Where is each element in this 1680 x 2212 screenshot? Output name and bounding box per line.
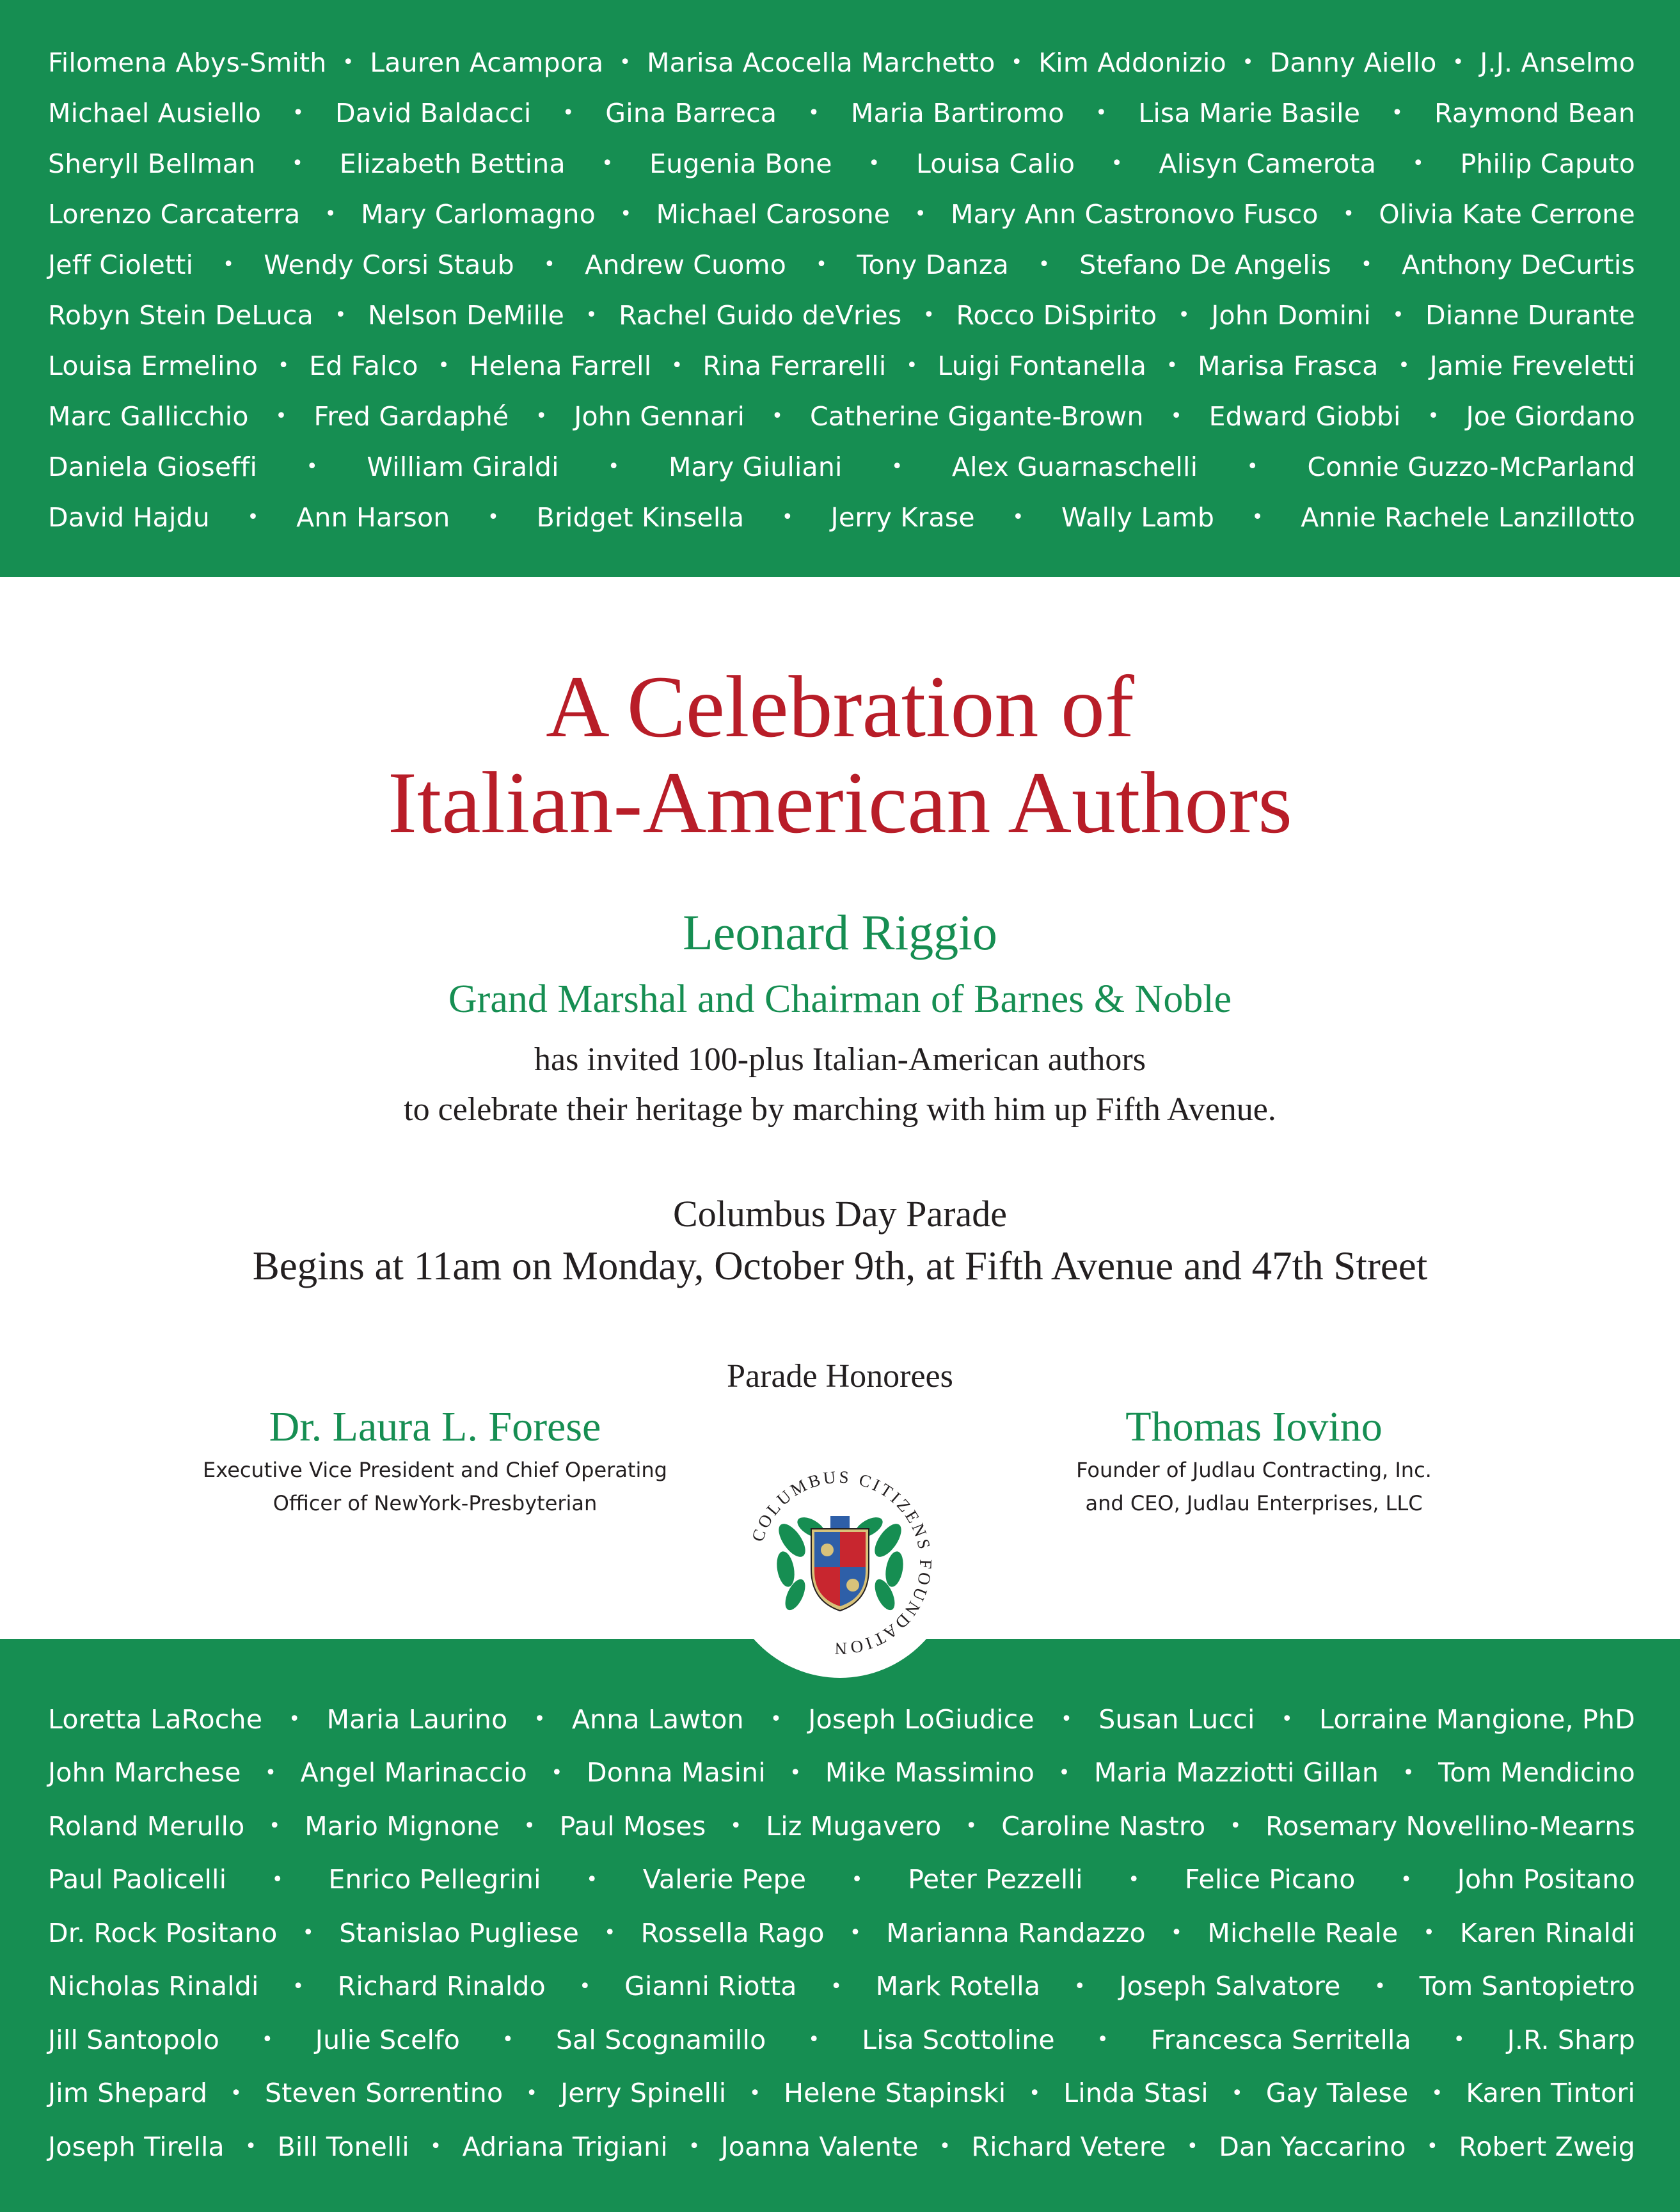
- author-name: Enrico Pellegrini: [328, 1864, 541, 1895]
- author-name: Paul Paolicelli: [48, 1864, 227, 1895]
- author-row: [48, 1960, 1635, 2014]
- bullet-separator: •: [1231, 2082, 1243, 2105]
- author-name: Richard Rinaldo: [337, 1971, 546, 2002]
- author-name: Nelson DeMille: [367, 299, 565, 331]
- author-name: Dan Yaccarino: [1219, 2131, 1406, 2162]
- author-row: [48, 1799, 1635, 1853]
- author-name: Maria Laurino: [326, 1703, 508, 1735]
- bullet-separator: •: [868, 152, 880, 175]
- author-row: [48, 391, 1635, 441]
- author-name: Joe Giordano: [1466, 400, 1635, 432]
- bullet-separator: •: [608, 455, 620, 478]
- author-row: [48, 1853, 1635, 1907]
- author-row: [48, 37, 1635, 88]
- author-name: Bill Tonelli: [277, 2131, 409, 2162]
- author-row: [48, 2013, 1635, 2067]
- author-name: Sal Scognamillo: [555, 2024, 766, 2055]
- bullet-separator: •: [620, 203, 632, 225]
- bullet-separator: •: [523, 1815, 535, 1838]
- author-name: John Positano: [1457, 1864, 1635, 1895]
- crest-helm-icon: [830, 1516, 850, 1529]
- bullet-separator: •: [1361, 253, 1372, 276]
- author-name: Olivia Kate Cerrone: [1379, 198, 1635, 230]
- headline-line-1: A Celebration of: [546, 658, 1134, 755]
- author-name: Anthony DeCurtis: [1402, 249, 1635, 280]
- bullet-separator: •: [1178, 304, 1190, 326]
- author-name: Rossella Rago: [640, 1917, 825, 1948]
- author-name: Peter Pezzelli: [908, 1864, 1083, 1895]
- author-name: Richard Vetere: [971, 2131, 1166, 2162]
- top-author-band: [0, 0, 1680, 577]
- author-name: John Marchese: [48, 1757, 241, 1789]
- author-name: Michelle Reale: [1207, 1917, 1399, 1948]
- bullet-separator: •: [1400, 1868, 1413, 1891]
- author-row: [48, 492, 1635, 542]
- bullet-separator: •: [730, 1815, 742, 1838]
- author-name: Robert Zweig: [1459, 2131, 1635, 2162]
- parade-name: Columbus Day Parade: [673, 1193, 1007, 1235]
- headline: [0, 659, 1680, 851]
- author-name: Loretta LaRoche: [48, 1703, 263, 1735]
- parade-time-location: Begins at 11am on Monday, October 9th, at Fifth Avenue and 47th Street: [252, 1244, 1428, 1288]
- bullet-separator: •: [749, 2082, 761, 2105]
- bullet-separator: •: [245, 2135, 257, 2158]
- author-name: Tony Danza: [857, 249, 1009, 280]
- bullet-separator: •: [939, 2135, 951, 2158]
- author-name: Raymond Bean: [1434, 97, 1635, 129]
- bullet-separator: •: [1171, 1922, 1183, 1945]
- author-name: Alex Guarnaschelli: [951, 451, 1198, 482]
- author-name: Felice Picano: [1184, 1864, 1356, 1895]
- author-row: [48, 290, 1635, 340]
- author-name: Filomena Abys-Smith: [48, 47, 327, 78]
- author-name: Mario Mignone: [305, 1810, 500, 1842]
- author-name: Joseph LoGiudice: [808, 1703, 1034, 1735]
- bullet-separator: •: [808, 2028, 820, 2051]
- honoree-left: [154, 1401, 717, 1520]
- honoree-left-desc-line-1: Executive Vice President and Chief Operating: [203, 1458, 667, 1482]
- bullet-separator: •: [1374, 1975, 1386, 1998]
- author-name: Ann Harson: [296, 502, 450, 533]
- bullet-separator: •: [302, 1922, 314, 1945]
- author-name: Annie Rachele Lanzillotto: [1301, 502, 1635, 533]
- bullet-separator: •: [487, 506, 499, 528]
- author-name: David Baldacci: [335, 97, 532, 129]
- bullet-separator: •: [1058, 1761, 1070, 1784]
- honoree-left-desc-line-2: Officer of NewYork-Presbyterian: [273, 1491, 598, 1515]
- author-name: Sheryll Bellman: [48, 148, 256, 179]
- shield-icon: [811, 1529, 869, 1611]
- bullet-separator: •: [261, 2028, 273, 2051]
- invitation-text: [0, 1035, 1680, 1135]
- bullet-separator: •: [1452, 51, 1464, 74]
- bullet-separator: •: [1281, 1708, 1293, 1731]
- bullet-separator: •: [1412, 152, 1424, 175]
- author-name: Marc Gallicchio: [48, 400, 249, 432]
- seal-arc-textpath: COLUMBUS CITIZENS FOUNDATION: [747, 1467, 936, 1659]
- bullet-separator: •: [789, 1761, 802, 1784]
- author-name: John Domini: [1211, 299, 1372, 331]
- author-name: Michael Carosone: [656, 198, 891, 230]
- author-name: Gay Talese: [1265, 2078, 1409, 2109]
- bullet-separator: •: [335, 304, 347, 326]
- author-name: Nicholas Rinaldi: [48, 1971, 259, 2002]
- author-name: Caroline Nastro: [1001, 1810, 1206, 1842]
- author-name: Louisa Ermelino: [48, 350, 258, 381]
- author-name: Alisyn Camerota: [1159, 148, 1377, 179]
- author-name: Dr. Rock Positano: [48, 1917, 278, 1948]
- author-name: Adriana Trigiani: [462, 2131, 668, 2162]
- bullet-separator: •: [1392, 304, 1404, 326]
- grand-marshal-name: Leonard Riggio: [683, 905, 997, 960]
- author-name: Liz Mugavero: [766, 1810, 942, 1842]
- author-name: Rocco DiSpirito: [956, 299, 1157, 331]
- author-name: Stefano De Angelis: [1079, 249, 1331, 280]
- invitation-line-1: has invited 100-plus Italian-American authors: [534, 1041, 1146, 1078]
- author-name: Karen Rinaldi: [1460, 1917, 1635, 1948]
- bullet-separator: •: [906, 354, 918, 377]
- author-name: Michael Ausiello: [48, 97, 262, 129]
- bullet-separator: •: [965, 1815, 978, 1838]
- bullet-separator: •: [1343, 203, 1354, 225]
- bullet-separator: •: [671, 354, 683, 377]
- author-name: Linda Stasi: [1063, 2078, 1208, 2109]
- bullet-separator: •: [816, 253, 828, 276]
- columbus-citizens-foundation-seal-icon: [734, 1457, 946, 1668]
- bullet-separator: •: [551, 1761, 563, 1784]
- author-row: [48, 189, 1635, 239]
- author-name: Maria Mazziotti Gillan: [1094, 1757, 1379, 1789]
- author-name: Marianna Randazzo: [886, 1917, 1146, 1948]
- bullet-separator: •: [688, 2135, 701, 2158]
- bullet-separator: •: [1246, 455, 1258, 478]
- honoree-right: [972, 1401, 1535, 1520]
- bullet-separator: •: [1427, 405, 1439, 427]
- author-name: Helena Farrell: [469, 350, 652, 381]
- author-name: Rosemary Novellino-Mearns: [1265, 1810, 1635, 1842]
- bullet-separator: •: [278, 354, 290, 377]
- bullet-separator: •: [1061, 1708, 1072, 1731]
- author-row: [48, 441, 1635, 492]
- author-name: Kim Addonizio: [1038, 47, 1226, 78]
- author-name: Lorraine Mangione, PhD: [1319, 1703, 1635, 1735]
- bullet-separator: •: [292, 1975, 305, 1998]
- author-name: Lisa Scottoline: [862, 2024, 1055, 2055]
- bullet-separator: •: [544, 253, 555, 276]
- bullet-separator: •: [1391, 102, 1404, 124]
- author-name: Rachel Guido deVries: [619, 299, 902, 331]
- author-name: Andrew Cuomo: [585, 249, 787, 280]
- author-name: Dianne Durante: [1425, 299, 1635, 331]
- author-name: Mike Massimino: [825, 1757, 1035, 1789]
- bullet-separator: •: [1038, 253, 1050, 276]
- author-name: Helene Stapinski: [784, 2078, 1006, 2109]
- bullet-separator: •: [1186, 2135, 1198, 2158]
- bullet-separator: •: [579, 1975, 591, 1998]
- bullet-separator: •: [306, 455, 318, 478]
- bullet-separator: •: [324, 203, 337, 225]
- honoree-right-desc-line-1: Founder of Judlau Contracting, Inc.: [1076, 1458, 1432, 1482]
- author-name: Anna Lawton: [571, 1703, 744, 1735]
- bullet-separator: •: [586, 1868, 598, 1891]
- author-name: Gina Barreca: [605, 97, 777, 129]
- bullet-separator: •: [1111, 152, 1123, 175]
- bullet-separator: •: [230, 2082, 242, 2105]
- author-name: David Hajdu: [48, 502, 210, 533]
- bullet-separator: •: [770, 1708, 782, 1731]
- author-row: [48, 2120, 1635, 2174]
- author-row: [48, 340, 1635, 391]
- bullet-separator: •: [850, 1922, 861, 1945]
- author-name: Marisa Frasca: [1198, 350, 1379, 381]
- author-name: Francesca Serritella: [1150, 2024, 1411, 2055]
- bullet-separator: •: [502, 2028, 514, 2051]
- author-name: Lauren Acampora: [370, 47, 604, 78]
- bullet-separator: •: [1011, 51, 1023, 74]
- invitation-line-2: to celebrate their heritage by marching with him up Fifth Avenue.: [404, 1091, 1276, 1128]
- author-name: Lisa Marie Basile: [1138, 97, 1361, 129]
- bullet-separator: •: [891, 455, 903, 478]
- bullet-separator: •: [271, 1868, 283, 1891]
- author-name: Jill Santopolo: [48, 2024, 219, 2055]
- author-row: [48, 239, 1635, 290]
- bullet-separator: •: [342, 51, 354, 74]
- author-name: Connie Guzzo-McParland: [1307, 451, 1635, 482]
- author-name: Wally Lamb: [1061, 502, 1215, 533]
- bullet-separator: •: [1427, 2135, 1438, 2158]
- author-name: Joseph Salvatore: [1119, 1971, 1341, 2002]
- author-name: Jerry Krase: [830, 502, 975, 533]
- bullet-separator: •: [772, 405, 783, 427]
- bullet-separator: •: [1453, 2028, 1465, 2051]
- author-name: Rina Ferrarelli: [702, 350, 887, 381]
- author-name: Jeff Cioletti: [48, 249, 194, 280]
- bullet-separator: •: [619, 51, 631, 74]
- author-name: J.R. Sharp: [1507, 2024, 1635, 2055]
- bullet-separator: •: [1170, 405, 1182, 427]
- author-name: Valerie Pepe: [642, 1864, 807, 1895]
- bullet-separator: •: [562, 102, 575, 124]
- author-name: Jim Shepard: [48, 2078, 208, 2109]
- author-name: Paul Moses: [559, 1810, 706, 1842]
- author-row: [48, 1906, 1635, 1960]
- author-name: Tom Mendicino: [1438, 1757, 1635, 1789]
- bullet-separator: •: [1423, 1922, 1435, 1945]
- author-name: Wendy Corsi Staub: [264, 249, 514, 280]
- author-name: Luigi Fontanella: [937, 350, 1147, 381]
- bullet-separator: •: [247, 506, 259, 528]
- author-name: Mary Ann Castronovo Fusco: [951, 198, 1319, 230]
- honoree-left-name: Dr. Laura L. Forese: [269, 1403, 601, 1450]
- bullet-separator: •: [292, 102, 305, 124]
- author-name: Julie Scelfo: [315, 2024, 461, 2055]
- bullet-separator: •: [914, 203, 926, 225]
- bullet-separator: •: [1251, 506, 1264, 528]
- author-name: Susan Lucci: [1098, 1703, 1255, 1735]
- author-name: Fred Gardaphé: [313, 400, 509, 432]
- honoree-right-name: Thomas Iovino: [1125, 1403, 1383, 1450]
- author-name: Gianni Riotta: [624, 1971, 797, 2002]
- author-name: Mary Carlomagno: [361, 198, 596, 230]
- bullet-separator: •: [1097, 2028, 1109, 2051]
- bullet-separator: •: [265, 1761, 277, 1784]
- author-name: Ed Falco: [309, 350, 418, 381]
- author-name: Roland Merullo: [48, 1810, 245, 1842]
- author-name: Joanna Valente: [720, 2131, 919, 2162]
- bullet-separator: •: [526, 2082, 538, 2105]
- author-name: Lorenzo Carcaterra: [48, 198, 301, 230]
- bullet-separator: •: [430, 2135, 442, 2158]
- author-name: Joseph Tirella: [48, 2131, 225, 2162]
- bullet-separator: •: [438, 354, 450, 377]
- author-name: Danny Aiello: [1269, 47, 1437, 78]
- bullet-separator: •: [851, 1868, 863, 1891]
- author-name: Philip Caputo: [1460, 148, 1635, 179]
- bullet-separator: •: [782, 506, 793, 528]
- headline-line-2: Italian-American Authors: [387, 754, 1293, 851]
- bullet-separator: •: [269, 1815, 281, 1838]
- author-name: William Giraldi: [367, 451, 559, 482]
- author-name: Eugenia Bone: [649, 148, 832, 179]
- author-name: Elizabeth Bettina: [339, 148, 566, 179]
- bullet-separator: •: [808, 102, 820, 124]
- author-name: Marisa Acocella Marchetto: [647, 47, 995, 78]
- bullet-separator: •: [1074, 1975, 1086, 1998]
- bullet-separator: •: [289, 1708, 301, 1731]
- bullet-separator: •: [1230, 1815, 1242, 1838]
- honoree-right-desc-line-2: and CEO, Judlau Enterprises, LLC: [1085, 1491, 1423, 1515]
- bullet-separator: •: [1242, 51, 1254, 74]
- bullet-separator: •: [1012, 506, 1024, 528]
- author-name: Angel Marinaccio: [300, 1757, 527, 1789]
- bullet-separator: •: [1402, 1761, 1415, 1784]
- bullet-separator: •: [1029, 2082, 1041, 2105]
- bullet-separator: •: [585, 304, 598, 326]
- author-name: Jamie Freveletti: [1429, 350, 1635, 381]
- bullet-separator: •: [604, 1922, 616, 1945]
- bullet-separator: •: [223, 253, 235, 276]
- author-name: Edward Giobbi: [1208, 400, 1401, 432]
- honorees-heading: Parade Honorees: [727, 1358, 953, 1394]
- author-name: Catherine Gigante-Brown: [809, 400, 1144, 432]
- bullet-separator: •: [535, 405, 548, 427]
- author-name: Steven Sorrentino: [265, 2078, 503, 2109]
- author-name: John Gennari: [574, 400, 745, 432]
- bullet-separator: •: [830, 1975, 843, 1998]
- grand-marshal-role: Grand Marshal and Chairman of Barnes & Noble: [448, 977, 1232, 1021]
- author-name: Louisa Calio: [915, 148, 1075, 179]
- bullet-separator: •: [1398, 354, 1410, 377]
- bullet-separator: •: [292, 152, 303, 175]
- author-name: Robyn Stein DeLuca: [48, 299, 313, 331]
- bullet-separator: •: [923, 304, 935, 326]
- author-name: Donna Masini: [587, 1757, 766, 1789]
- author-row: [48, 88, 1635, 138]
- bottom-author-band: [0, 1639, 1680, 2212]
- bullet-separator: •: [534, 1708, 546, 1731]
- author-name: Mary Giuliani: [668, 451, 843, 482]
- author-name: Jerry Spinelli: [560, 2078, 727, 2109]
- author-name: Bridget Kinsella: [536, 502, 745, 533]
- bullet-separator: •: [1128, 1868, 1140, 1891]
- bullet-separator: •: [601, 152, 614, 175]
- bullet-separator: •: [1431, 2082, 1443, 2105]
- author-name: J.J. Anselmo: [1480, 47, 1635, 78]
- author-row: [48, 138, 1635, 189]
- author-row: [48, 1693, 1635, 1746]
- author-row: [48, 1746, 1635, 1800]
- author-name: Mark Rotella: [875, 1971, 1041, 2002]
- author-name: Tom Santopietro: [1419, 1971, 1635, 2002]
- author-name: Daniela Gioseffi: [48, 451, 258, 482]
- bullet-separator: •: [1095, 102, 1107, 124]
- author-name: Maria Bartiromo: [851, 97, 1065, 129]
- author-name: Karen Tintori: [1466, 2078, 1635, 2109]
- bullet-separator: •: [275, 405, 287, 427]
- author-row: [48, 2067, 1635, 2121]
- author-name: Stanislao Pugliese: [339, 1917, 580, 1948]
- bullet-separator: •: [1166, 354, 1178, 377]
